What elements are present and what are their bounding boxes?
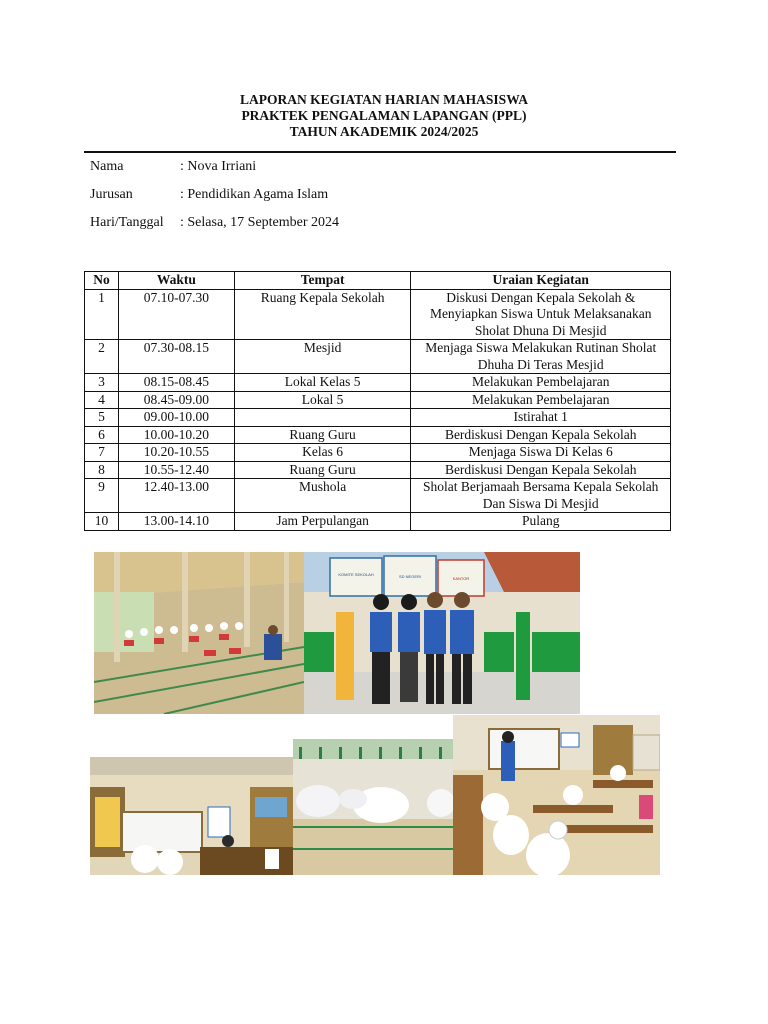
photo-classroom-whiteboard	[90, 757, 293, 875]
title-line-1: LAPORAN KEGIATAN HARIAN MAHASISWA	[240, 92, 528, 107]
cell-tempat: Ruang Guru	[234, 426, 411, 444]
cell-no: 4	[85, 391, 119, 409]
cell-uraian: Berdiskusi Dengan Kepala Sekolah	[411, 461, 671, 479]
cell-no: 5	[85, 409, 119, 427]
info-value: : Pendidikan Agama Islam	[180, 187, 329, 202]
cell-uraian: Menjaga Siswa Di Kelas 6	[411, 444, 671, 462]
cell-uraian: Diskusi Dengan Kepala Sekolah & Menyiapkan Siswa Untuk Melaksanakan Sholat Dhuna Di Mesjid	[411, 289, 671, 340]
cell-no: 10	[85, 513, 119, 531]
cell-waktu: 13.00-14.10	[118, 513, 234, 531]
photo-mosque-interior	[293, 739, 453, 875]
cell-tempat: Jam Perpulangan	[234, 513, 411, 531]
header-divider	[84, 151, 676, 153]
cell-tempat	[234, 409, 411, 427]
cell-tempat: Ruang Kepala Sekolah	[234, 289, 411, 340]
column-header-waktu: Waktu	[118, 272, 234, 290]
cell-waktu: 07.30-08.15	[118, 340, 234, 374]
cell-waktu: 07.10-07.30	[118, 289, 234, 340]
document-title	[0, 92, 768, 140]
cell-uraian: Pulang	[411, 513, 671, 531]
cell-uraian: Istirahat 1	[411, 409, 671, 427]
signboard-text-1: KOMITE SEKOLAH	[338, 572, 374, 577]
cell-uraian: Melakukan Pembelajaran	[411, 374, 671, 392]
info-value: : Nova Irriani	[180, 159, 257, 174]
cell-tempat: Mushola	[234, 479, 411, 513]
cell-tempat: Ruang Guru	[234, 461, 411, 479]
cell-no: 3	[85, 374, 119, 392]
cell-tempat: Lokal Kelas 5	[234, 374, 411, 392]
table-row	[85, 409, 671, 427]
table-row	[85, 340, 671, 374]
info-label: Hari/Tanggal	[90, 215, 164, 230]
cell-tempat: Kelas 6	[234, 444, 411, 462]
cell-uraian: Menjaga Siswa Melakukan Rutinan Sholat Dhuha Di Teras Mesjid	[411, 340, 671, 374]
cell-no: 8	[85, 461, 119, 479]
cell-waktu: 10.55-12.40	[118, 461, 234, 479]
cell-tempat: Lokal 5	[234, 391, 411, 409]
signboard-text-2: SD NEGERI	[398, 574, 422, 579]
column-header-no: No	[85, 272, 119, 290]
table-row	[85, 374, 671, 392]
table-row	[85, 479, 671, 513]
table-header-row	[85, 272, 671, 290]
title-line-2: PRAKTEK PENGALAMAN LAPANGAN (PPL)	[241, 108, 527, 123]
table-row	[85, 289, 671, 340]
cell-no: 9	[85, 479, 119, 513]
cell-waktu: 10.20-10.55	[118, 444, 234, 462]
column-header-tempat: Tempat	[234, 272, 411, 290]
cell-uraian: Berdiskusi Dengan Kepala Sekolah	[411, 426, 671, 444]
cell-waktu: 12.40-13.00	[118, 479, 234, 513]
cell-no: 1	[85, 289, 119, 340]
table-row	[85, 461, 671, 479]
cell-waktu: 09.00-10.00	[118, 409, 234, 427]
cell-waktu: 08.45-09.00	[118, 391, 234, 409]
cell-uraian: Melakukan Pembelajaran	[411, 391, 671, 409]
signboard-text-3: KANTOR	[452, 576, 470, 581]
cell-tempat: Mesjid	[234, 340, 411, 374]
cell-no: 2	[85, 340, 119, 374]
column-header-uraian: Uraian Kegiatan	[411, 272, 671, 290]
cell-waktu: 08.15-08.45	[118, 374, 234, 392]
table-row	[85, 426, 671, 444]
photo-school-signboard	[304, 552, 580, 714]
activity-table	[84, 271, 671, 531]
info-label: Nama	[90, 159, 124, 174]
table-row	[85, 391, 671, 409]
info-label: Jurusan	[90, 187, 133, 202]
title-line-3: TAHUN AKADEMIK 2024/2025	[289, 124, 479, 139]
info-value: : Selasa, 17 September 2024	[180, 215, 340, 230]
cell-waktu: 10.00-10.20	[118, 426, 234, 444]
table-row	[85, 513, 671, 531]
cell-no: 6	[85, 426, 119, 444]
photo-classroom-students	[453, 715, 660, 875]
cell-no: 7	[85, 444, 119, 462]
table-row	[85, 444, 671, 462]
photo-mosque-terrace	[94, 552, 304, 714]
cell-uraian: Sholat Berjamaah Bersama Kepala Sekolah Dan Siswa Di Mesjid	[411, 479, 671, 513]
